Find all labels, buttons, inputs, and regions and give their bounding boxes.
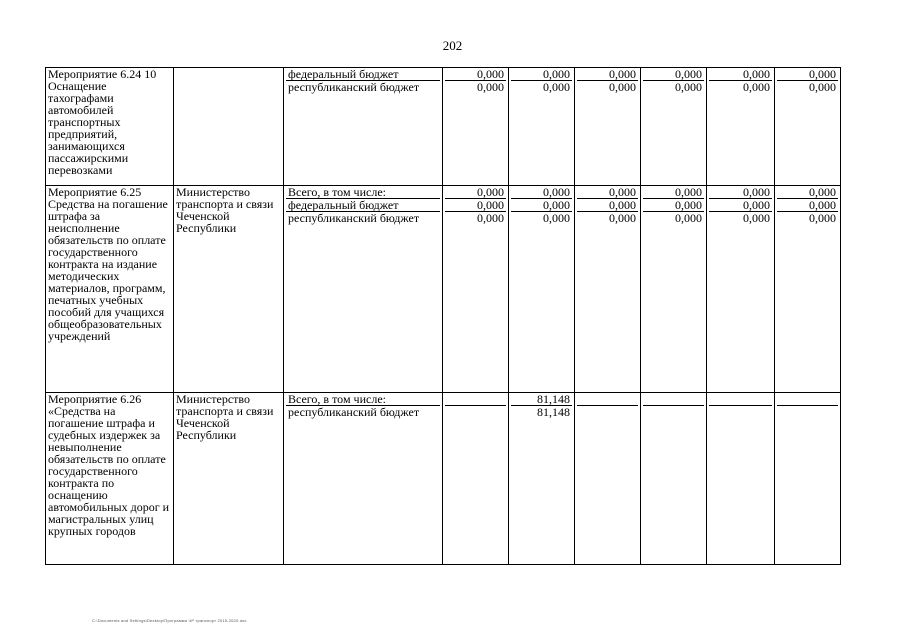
value-cell (707, 393, 775, 565)
amount-value: 81,148 (511, 393, 572, 406)
amount-value: 0,000 (609, 80, 636, 94)
amount-value: 0,000 (675, 211, 702, 225)
page-number: 202 (442, 38, 463, 53)
value-cell (443, 68, 509, 186)
table-row (46, 393, 841, 565)
amount-value: 0,000 (577, 68, 638, 81)
amount-value: 0,000 (809, 211, 836, 225)
value-cell (575, 68, 641, 186)
amount-value: 0,000 (809, 80, 836, 94)
budget-table (45, 67, 841, 565)
value-cell (443, 186, 509, 393)
amount-value: 0,000 (543, 211, 570, 225)
funding-source: федеральный бюджет (286, 199, 440, 212)
amount-value (577, 393, 638, 406)
value-cell (443, 393, 509, 565)
measure-name: Мероприятие 6.26 «Средства на погашение штрафа и судебных издержек за невыполнение обязательств по оплате государственного контракта по оснащению автомобильных дорог и магистральных улиц крупных городов (46, 393, 174, 565)
amount-value: 0,000 (709, 68, 772, 81)
amount-value: 0,000 (511, 186, 572, 199)
amount-value: 0,000 (643, 199, 704, 212)
footer-path: C:\Documents and Settings\Desktop\Программа ЧР транспорт 2015-2020.doc (92, 618, 247, 623)
amount-value (643, 406, 704, 419)
value-cell (775, 393, 841, 565)
value-cell (509, 68, 575, 186)
amount-value (445, 393, 506, 406)
amount-value: 0,000 (709, 186, 772, 199)
value-cell (641, 186, 707, 393)
amount-value: 0,000 (577, 199, 638, 212)
funding-source: республиканский бюджет (288, 80, 420, 94)
value-cell (641, 393, 707, 565)
amount-value: 0,000 (543, 80, 570, 94)
table-row (46, 68, 841, 186)
value-cell (575, 186, 641, 393)
funding-source: Всего, в том числе: (286, 393, 440, 406)
amount-value: 81,148 (537, 405, 570, 419)
amount-value: 0,000 (445, 68, 506, 81)
executor-cell: Министерство транспорта и связи Чеченской Республики (174, 186, 284, 393)
value-cell (509, 186, 575, 393)
executor-cell: Министерство транспорта и связи Чеченской Республики (174, 393, 284, 565)
value-cell (707, 68, 775, 186)
table-row (46, 186, 841, 393)
value-cell (775, 186, 841, 393)
amount-value (777, 406, 838, 419)
value-cell (509, 393, 575, 565)
funding-source: федеральный бюджет (286, 68, 440, 81)
executor-cell (174, 68, 284, 186)
amount-value (709, 393, 772, 406)
funding-source-cell (284, 393, 443, 565)
amount-value (445, 406, 506, 419)
value-cell (707, 186, 775, 393)
amount-value (643, 393, 704, 406)
value-cell (641, 68, 707, 186)
amount-value: 0,000 (511, 68, 572, 81)
value-cell (575, 393, 641, 565)
amount-value (577, 406, 638, 419)
funding-source: Всего, в том числе: (286, 186, 440, 199)
amount-value: 0,000 (675, 80, 702, 94)
amount-value: 0,000 (511, 199, 572, 212)
funding-source: республиканский бюджет (288, 405, 420, 419)
amount-value (777, 393, 838, 406)
funding-source-cell (284, 186, 443, 393)
amount-value: 0,000 (643, 68, 704, 81)
funding-source-cell (284, 68, 443, 186)
amount-value: 0,000 (643, 186, 704, 199)
amount-value: 0,000 (477, 80, 504, 94)
amount-value: 0,000 (477, 211, 504, 225)
amount-value: 0,000 (445, 199, 506, 212)
amount-value: 0,000 (577, 186, 638, 199)
amount-value: 0,000 (777, 186, 838, 199)
amount-value: 0,000 (777, 68, 838, 81)
amount-value: 0,000 (609, 211, 636, 225)
amount-value: 0,000 (445, 186, 506, 199)
measure-name: Мероприятие 6.25 Средства на погашение штрафа за неисполнение обязательств по оплате государственного контракта на издание методических материалов, программ, печатных учебных пособий для учащихся общеобразовательных учреждений (46, 186, 174, 393)
amount-value: 0,000 (743, 211, 770, 225)
amount-value (709, 406, 772, 419)
amount-value: 0,000 (777, 199, 838, 212)
value-cell (775, 68, 841, 186)
amount-value: 0,000 (743, 80, 770, 94)
measure-name: Мероприятие 6.24 10 Оснащение тахографами автомобилей транспортных предприятий, занимающихся пассажирскими перевозками (46, 68, 174, 186)
amount-value: 0,000 (709, 199, 772, 212)
funding-source: республиканский бюджет (288, 211, 420, 225)
